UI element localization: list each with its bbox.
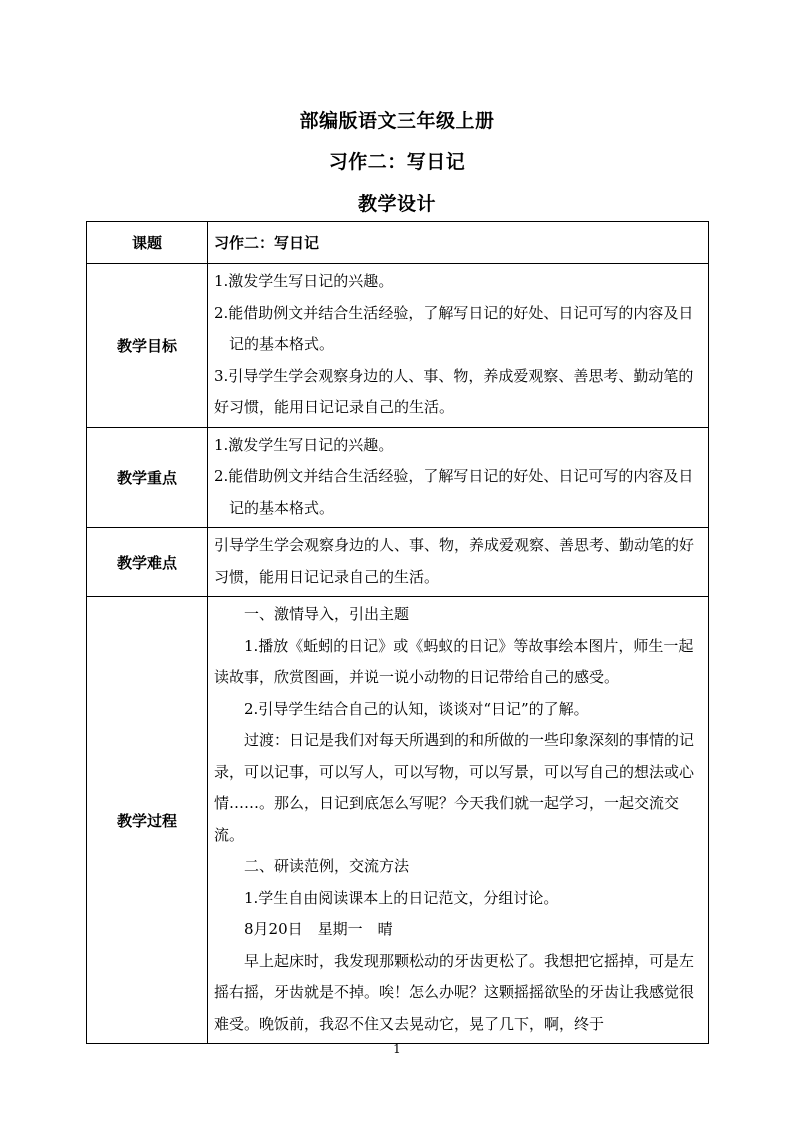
goals-label: 教学目标	[87, 264, 208, 428]
difficulty-content	[208, 528, 709, 597]
diary-example-text: 早上起床时，我发现那颗松动的牙齿更松了。我想把它摇掉，可是左摇右摇，牙齿就是不掉。唉！怎么办呢？这颗摇摇欲坠的牙齿让我感觉很难受。晚饭前，我忍不住又去晃动它，晃了几下，啊，终于	[214, 951, 695, 1033]
process-content	[208, 597, 709, 1044]
page-number: 1	[393, 1042, 401, 1056]
goal-item: 2.能借助例文并结合生活经验，了解写日记的好处、日记可写的内容及日记的基本格式。	[214, 303, 694, 353]
topic-label: 课题	[87, 222, 208, 264]
table-row-topic	[87, 222, 709, 264]
difficulty-text: 引导学生学会观察身边的人、事、物，养成爱观察、善思考、勤动笔的好习惯，能用日记记录自己的生活。	[214, 536, 695, 586]
document-type: 教学设计	[357, 193, 436, 215]
process-paragraph: 2.引导学生结合自己的认知，谈谈对“日记”的了解。	[244, 699, 589, 718]
process-heading: 一、激情导入，引出主题	[244, 605, 410, 623]
document-title: 部编版语文三年级上册	[299, 110, 495, 132]
key-points-content	[208, 427, 709, 528]
lesson-plan-table	[86, 221, 709, 1044]
process-heading: 二、研读范例，交流方法	[244, 857, 410, 875]
key-point-item: 2.能借助例文并结合生活经验，了解写日记的好处、日记可写的内容及日记的基本格式。	[214, 467, 694, 517]
table-row-key-points	[87, 427, 709, 528]
process-paragraph: 1.播放《蚯蚓的日记》或《蚂蚁的日记》等故事绘本图片，师生一起读故事，欣赏图画，并说一说小动物的日记带给自己的感受。	[214, 636, 694, 686]
process-label: 教学过程	[87, 597, 208, 1044]
table-row-process	[87, 597, 709, 1044]
goal-item: 3.引导学生学会观察身边的人、事、物，养成爱观察、善思考、勤动笔的好习惯，能用日记记录自己的生活。	[214, 366, 694, 416]
process-paragraph: 过渡：日记是我们对每天所遇到的和所做的一些印象深刻的事情的记录，可以记事，可以写人，可以写物，可以写景，可以写自己的想法或心情……。那么，日记到底怎么写呢？今天我们就一起学习，一起交流交流。	[214, 731, 695, 844]
table-row-difficulty	[87, 528, 709, 597]
goals-content	[208, 264, 709, 428]
topic-value: 习作二：写日记	[208, 222, 709, 264]
process-paragraph: 1.学生自由阅读课本上的日记范文，分组讨论。	[244, 888, 559, 907]
diary-date-line: 8月20日 星期一 晴	[244, 920, 393, 938]
table-row-goals	[87, 264, 709, 428]
difficulty-label: 教学难点	[87, 528, 208, 597]
key-point-item: 1.激发学生写日记的兴趣。	[214, 435, 394, 454]
key-points-label: 教学重点	[87, 427, 208, 528]
lesson-title: 习作二：写日记	[328, 151, 466, 173]
goal-item: 1.激发学生写日记的兴趣。	[214, 272, 394, 290]
